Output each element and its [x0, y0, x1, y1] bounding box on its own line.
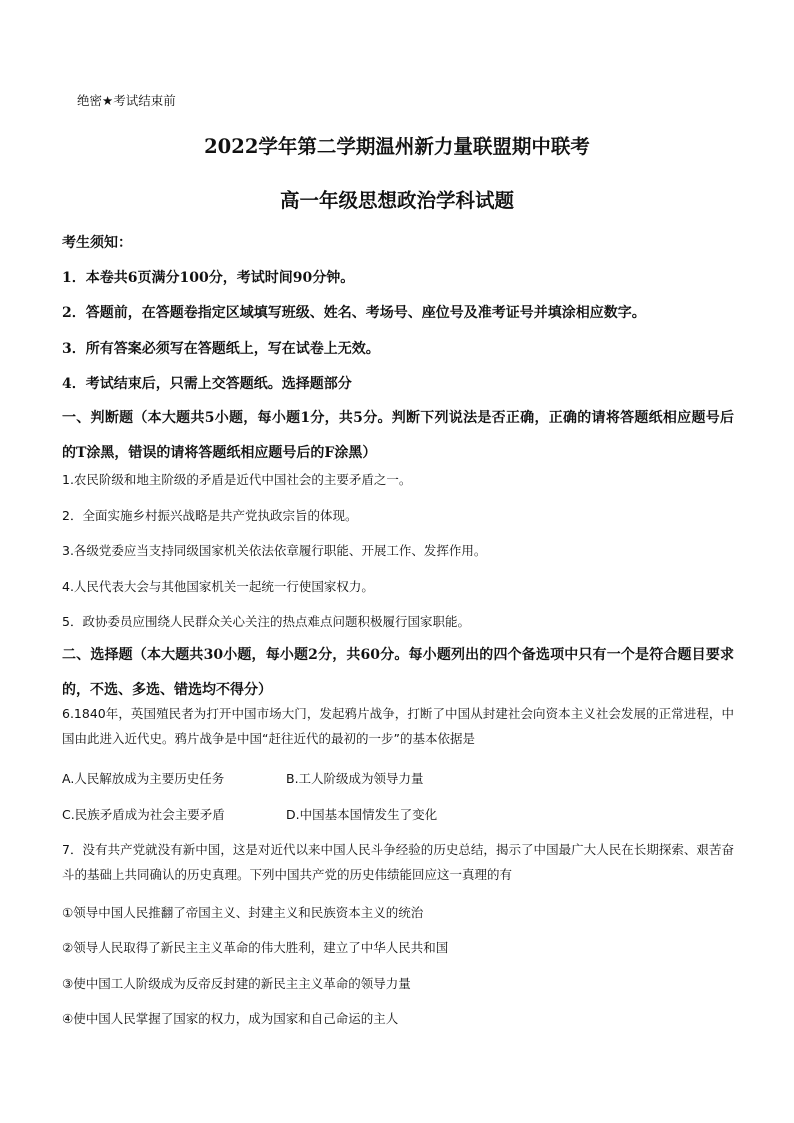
section2-heading: 二、选择题（本大题共30小题，每小题2分，共60分。每小题列出的四个备选项中只有一个是符合题目要求的，不选、多选、错选均不得分） [62, 647, 734, 698]
notice-heading: 考生须知： [62, 235, 132, 251]
option-d: D.中国基本国情发生了变化 [286, 807, 438, 822]
exam-subtitle: 高一年级思想政治学科试题 [279, 189, 514, 212]
notice-item: 4．考试结束后，只需上交答题纸。选择题部分 [62, 376, 352, 392]
question-6-options-row [62, 769, 424, 787]
question-7: 7．没有共产党就没有新中国，这是对近代以来中国人民斗争经验的历史总结，揭示了中国最广大人民在长期探索、艰苦奋斗的基础上共同确认的历史真理。下列中国共产党的历史伟绩能回应这一真理的有 [62, 842, 734, 882]
q7-statement: ③使中国工人阶级成为反帝反封建的新民主主义革命的领导力量 [62, 976, 411, 991]
section1-heading: 一、判断题（本大题共5小题，每小题1分，共5分。判断下列说法是否正确，正确的请将答题纸相应题号后的T涂黑，错误的请将答题纸相应题号后的F涂黑） [62, 410, 734, 461]
judgment-item: 1.农民阶级和地主阶级的矛盾是近代中国社会的主要矛盾之一。 [62, 472, 412, 487]
exam-title: 2022学年第二学期温州新力量联盟期中联考 [204, 135, 590, 158]
q7-statement: ①领导中国人民推翻了帝国主义、封建主义和民族资本主义的统治 [62, 905, 424, 920]
judgment-item: 4.人民代表大会与其他国家机关一起统一行使国家权力。 [62, 579, 374, 594]
notice-item: 1．本卷共6页满分100分，考试时间90分钟。 [62, 270, 355, 286]
question-6-options-row [62, 805, 437, 823]
notice-item: 2．答题前，在答题卷指定区域填写班级、姓名、考场号、座位号及准考证号并填涂相应数字。 [62, 305, 646, 321]
option-b: B.工人阶级成为领导力量 [286, 771, 424, 786]
secret-label: 绝密★考试结束前 [77, 93, 176, 108]
question-6: 6.1840年，英国殖民者为打开中国市场大门，发起鸦片战争，打断了中国从封建社会向资本主义社会发展的正常进程，中国由此进入近代史。鸦片战争是中国“赶往近代的最初的一步”的基本依据是 [62, 706, 734, 746]
q7-statement: ②领导人民取得了新民主主义革命的伟大胜利，建立了中华人民共和国 [62, 940, 449, 955]
notice-item: 3．所有答案必须写在答题纸上，写在试卷上无效。 [62, 341, 380, 357]
judgment-item: 5．政协委员应围绕人民群众关心关注的热点难点问题积极履行国家职能。 [62, 614, 470, 629]
option-a: A.人民解放成为主要历史任务 [62, 771, 225, 786]
judgment-item: 2．全面实施乡村振兴战略是共产党执政宗旨的体现。 [62, 508, 358, 523]
judgment-item: 3.各级党委应当支持同级国家机关依法依章履行职能、开展工作、发挥作用。 [62, 543, 487, 558]
option-c: C.民族矛盾成为社会主要矛盾 [62, 807, 225, 822]
q7-statement: ④使中国人民掌握了国家的权力，成为国家和自己命运的主人 [62, 1011, 399, 1026]
